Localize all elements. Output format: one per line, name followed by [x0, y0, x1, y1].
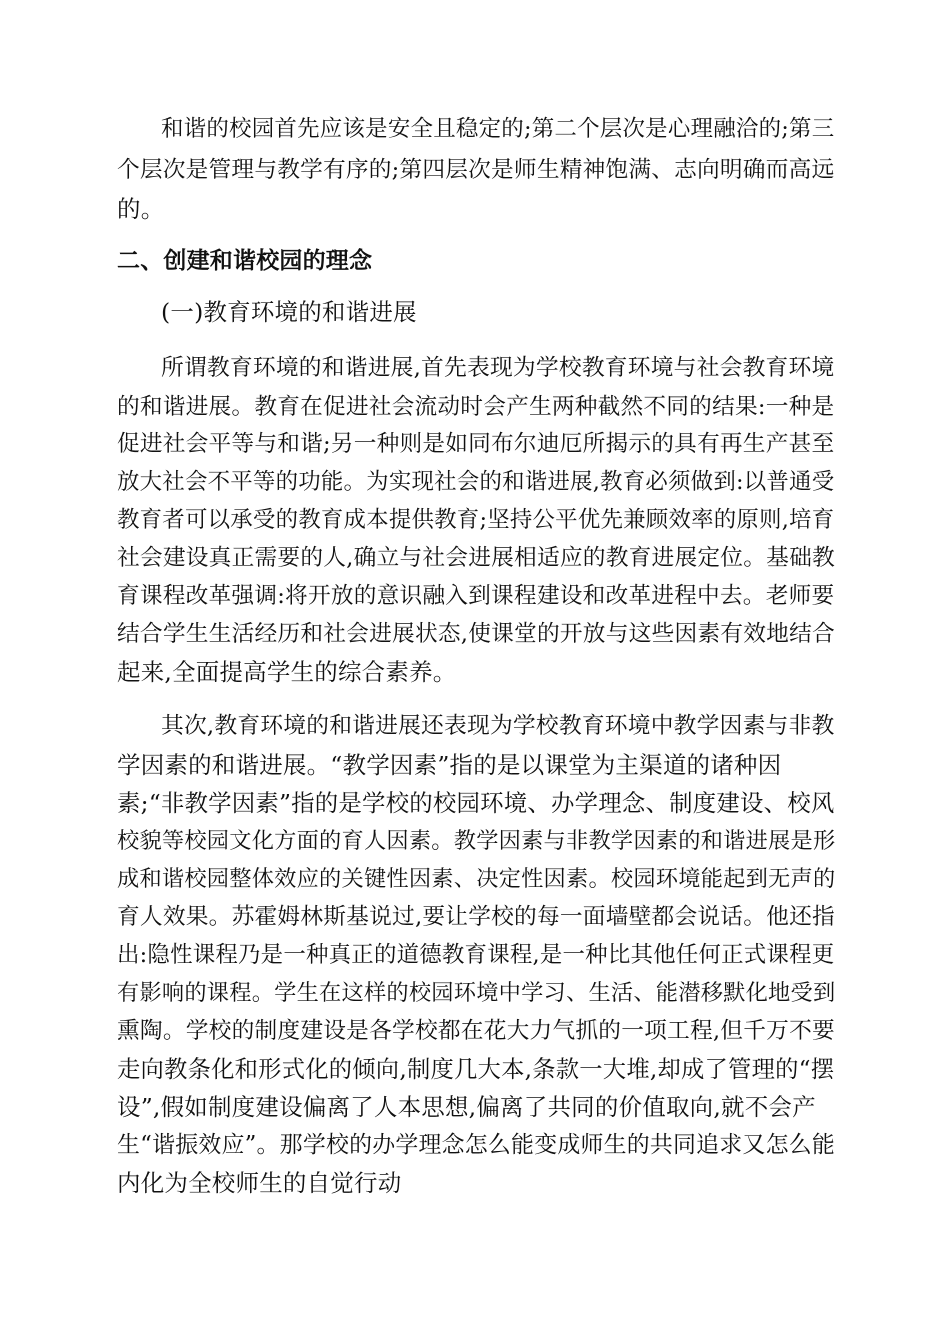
paragraph-2-line-13: 内化为全校师生的自觉行动: [117, 1169, 402, 1197]
intro-line-2: 个层次是管理与教学有序的;第四层次是师生精神饱满、志向明确而高远: [117, 157, 835, 183]
paragraph-2-line-7: 出:隐性课程乃是一种真正的道德教育课程,是一种比其他任何正式课程更: [117, 942, 835, 968]
intro-line-3: 的。: [117, 195, 165, 223]
paragraph-2-line-1: 其次,教育环境的和谐进展还表现为学校教育环境中教学因素与非教: [161, 713, 835, 739]
paragraph-1-line-1: 所谓教育环境的和谐进展,首先表现为学校教育环境与社会教育环境: [161, 355, 835, 381]
paragraph-2-line-12: 生“谐振效应”。那学校的办学理念怎么能变成师生的共同追求又怎么能: [117, 1132, 835, 1158]
paragraph-1-line-3: 促进社会平等与和谐;另一种则是如同布尔迪厄所揭示的具有再生产甚至: [117, 431, 835, 457]
paragraph-1-line-4: 放大社会不平等的功能。为实现社会的和谐进展,教育必须做到:以普通受: [117, 469, 835, 495]
intro-line-1: 和谐的校园首先应该是安全且稳定的;第二个层次是心理融洽的;第三: [161, 116, 835, 142]
paragraph-1-line-6: 社会建设真正需要的人,确立与社会进展相适应的教育进展定位。基础教: [117, 545, 835, 571]
paragraph-1-line-2: 的和谐进展。教育在促进社会流动时会产生两种截然不同的结果:一种是: [117, 394, 835, 420]
paragraph-1-line-7: 育课程改革强调:将开放的意识融入到课程建设和改革进程中去。老师要: [117, 583, 835, 609]
paragraph-2-line-9: 熏陶。学校的制度建设是各学校都在花大力气抓的一项工程,但千万不要: [117, 1018, 835, 1044]
paragraph-2-line-4: 校貌等校园文化方面的育人因素。教学因素与非教学因素的和谐进展是形: [117, 828, 836, 854]
paragraph-2-line-10: 走向教条化和形式化的倾向,制度几大本,条款一大堆,却成了管理的“摆: [117, 1055, 835, 1083]
paragraph-2-line-3: 素;“非教学因素”指的是学校的校园环境、办学理念、制度建设、校风: [117, 789, 835, 817]
paragraph-2-line-8: 有影响的课程。学生在这样的校园环境中学习、生活、能潜移默化地受到: [117, 980, 836, 1006]
paragraph-2-line-2: 学因素的和谐进展。“教学因素”指的是以课堂为主渠道的诸种因: [117, 751, 782, 779]
paragraph-1-line-9: 起来,全面提高学生的综合素养。: [117, 658, 457, 686]
paragraph-2-line-11: 设”,假如制度建设偏离了人本思想,偏离了共同的价值取向,就不会产: [117, 1093, 816, 1121]
paragraph-2-line-5: 成和谐校园整体效应的关键性因素、决定性因素。校园环境能起到无声的: [117, 866, 836, 892]
paragraph-1-line-8: 结合学生生活经历和社会进展状态,使课堂的开放与这些因素有效地结合: [117, 621, 835, 647]
subsection-heading: (一)教育环境的和谐进展: [161, 298, 417, 326]
paragraph-1-line-5: 教育者可以承受的教育成本提供教育;坚持公平优先兼顾效率的原则,培育: [117, 507, 835, 533]
paragraph-2-line-6: 育人效果。苏霍姆林斯基说过,要让学校的每一面墙壁都会说话。他还指: [117, 904, 835, 930]
section-heading: 二、创建和谐校园的理念: [117, 248, 373, 274]
